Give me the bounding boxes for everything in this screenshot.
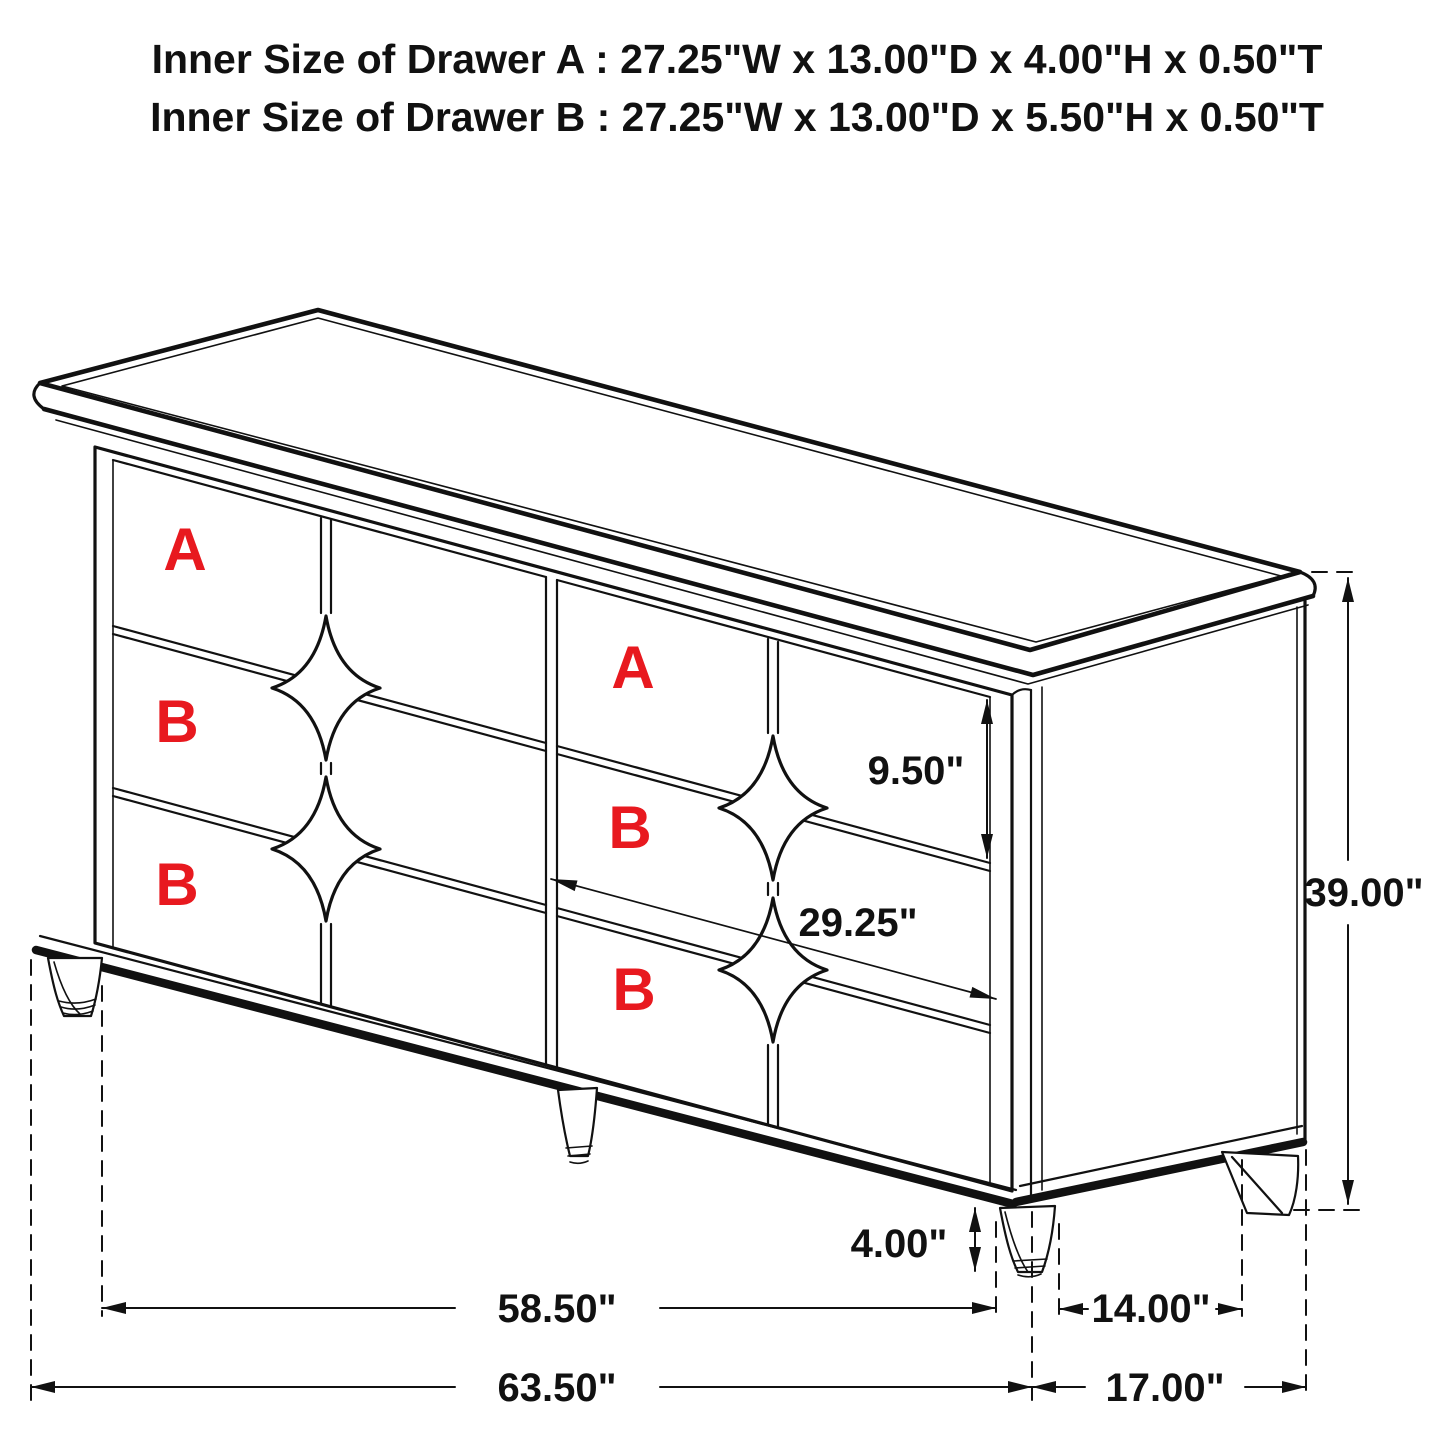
dresser-top <box>34 310 1315 684</box>
dimension-overall-depth <box>1032 1366 1306 1410</box>
arrowhead-down <box>1342 1180 1354 1204</box>
top-edge-band <box>44 409 1313 675</box>
drawer-letters <box>155 516 655 1023</box>
star-ornament <box>272 777 380 921</box>
dimension-label-29-25: 29.25" <box>798 901 918 945</box>
drawer-label-right-a: A <box>611 634 655 701</box>
arrowhead-left <box>551 879 578 891</box>
arrowhead-up <box>981 700 993 724</box>
star-ornament <box>272 616 380 760</box>
dimension-front-leg-span <box>102 1287 996 1331</box>
dimension-overall-height <box>1304 578 1423 1204</box>
dimension-side-leg-span <box>1059 1287 1242 1331</box>
arrowhead-up <box>969 1208 981 1232</box>
drawer-label-left-b2: B <box>155 851 199 918</box>
arrowhead-right <box>1008 1381 1032 1393</box>
arrowhead-right <box>970 987 997 999</box>
leg-front-left <box>48 958 102 1016</box>
top-surface-inner-line <box>62 318 1281 642</box>
arrowhead-down <box>969 1247 981 1271</box>
ornament-vertical-middle <box>768 883 778 895</box>
star-ornament <box>719 736 827 880</box>
arrowhead-down <box>981 834 993 858</box>
title-block <box>150 36 1324 140</box>
arrowhead-right <box>1282 1381 1306 1393</box>
base-rail-top-line-front <box>40 936 1016 1190</box>
drawer-ornament-left-bank <box>272 518 380 1006</box>
dimension-label-14-00: 14.00" <box>1091 1287 1211 1331</box>
drawer-label-right-b2: B <box>612 956 656 1023</box>
leg-front-right <box>1000 1206 1055 1277</box>
ornament-vertical-middle <box>321 763 331 774</box>
drawer-label-left-a: A <box>163 516 207 583</box>
drawer-label-left-b1: B <box>155 688 199 755</box>
arrowhead-right <box>1218 1303 1242 1315</box>
leg-outline <box>1222 1152 1298 1215</box>
front-face-outline <box>95 447 1012 1191</box>
ornament-vertical-top <box>768 639 778 733</box>
base-rail-front <box>36 950 1013 1204</box>
arrowhead-left <box>102 1302 126 1314</box>
dimension-label-17-00: 17.00" <box>1105 1366 1225 1410</box>
dimension-label-58-50: 58.50" <box>497 1287 617 1331</box>
side-front-corner-round <box>1012 689 1031 695</box>
arrowhead-left <box>1059 1303 1083 1315</box>
drawer-label-right-b1: B <box>608 794 652 861</box>
arrowhead-right <box>972 1302 996 1314</box>
top-back-right-corner-cap <box>1300 572 1315 596</box>
arrowhead-up <box>1342 578 1354 602</box>
left-bank-bottom-edge <box>113 948 546 1065</box>
ornament-vertical-bottom <box>321 924 331 1006</box>
title-line-1: Inner Size of Drawer A : 27.25"W x 13.00"D x 4.00"H x 0.50"T <box>151 36 1323 82</box>
dimension-label-63-50: 63.50" <box>497 1366 617 1410</box>
dresser-side-panel <box>1012 601 1305 1196</box>
leg-back-right <box>1222 1152 1298 1215</box>
title-line-2: Inner Size of Drawer B : 27.25"W x 13.00"D x 5.50"H x 0.50"T <box>150 94 1324 140</box>
leg-front-center <box>558 1088 597 1163</box>
dimension-label-4-00: 4.00" <box>850 1222 948 1266</box>
top-trim-line <box>56 420 1308 684</box>
dimension-label-9-50: 9.50" <box>867 749 965 793</box>
leg-outline <box>1000 1206 1055 1272</box>
arrowhead-left <box>1032 1381 1056 1393</box>
top-front-left-corner-cap <box>34 383 44 409</box>
ornament-vertical-top <box>321 518 331 613</box>
dimension-leg-height <box>851 1208 981 1271</box>
top-surface-outline <box>40 310 1300 650</box>
ornament-vertical-bottom <box>768 1045 778 1126</box>
dimension-overall-width <box>31 1366 1032 1410</box>
base-rail <box>36 936 1303 1204</box>
dimension-label-39-00: 39.00" <box>1304 871 1424 915</box>
drawer-ornament-right-bank <box>719 639 827 1126</box>
arrowhead-left <box>31 1381 55 1393</box>
dresser-front <box>95 447 1012 1191</box>
